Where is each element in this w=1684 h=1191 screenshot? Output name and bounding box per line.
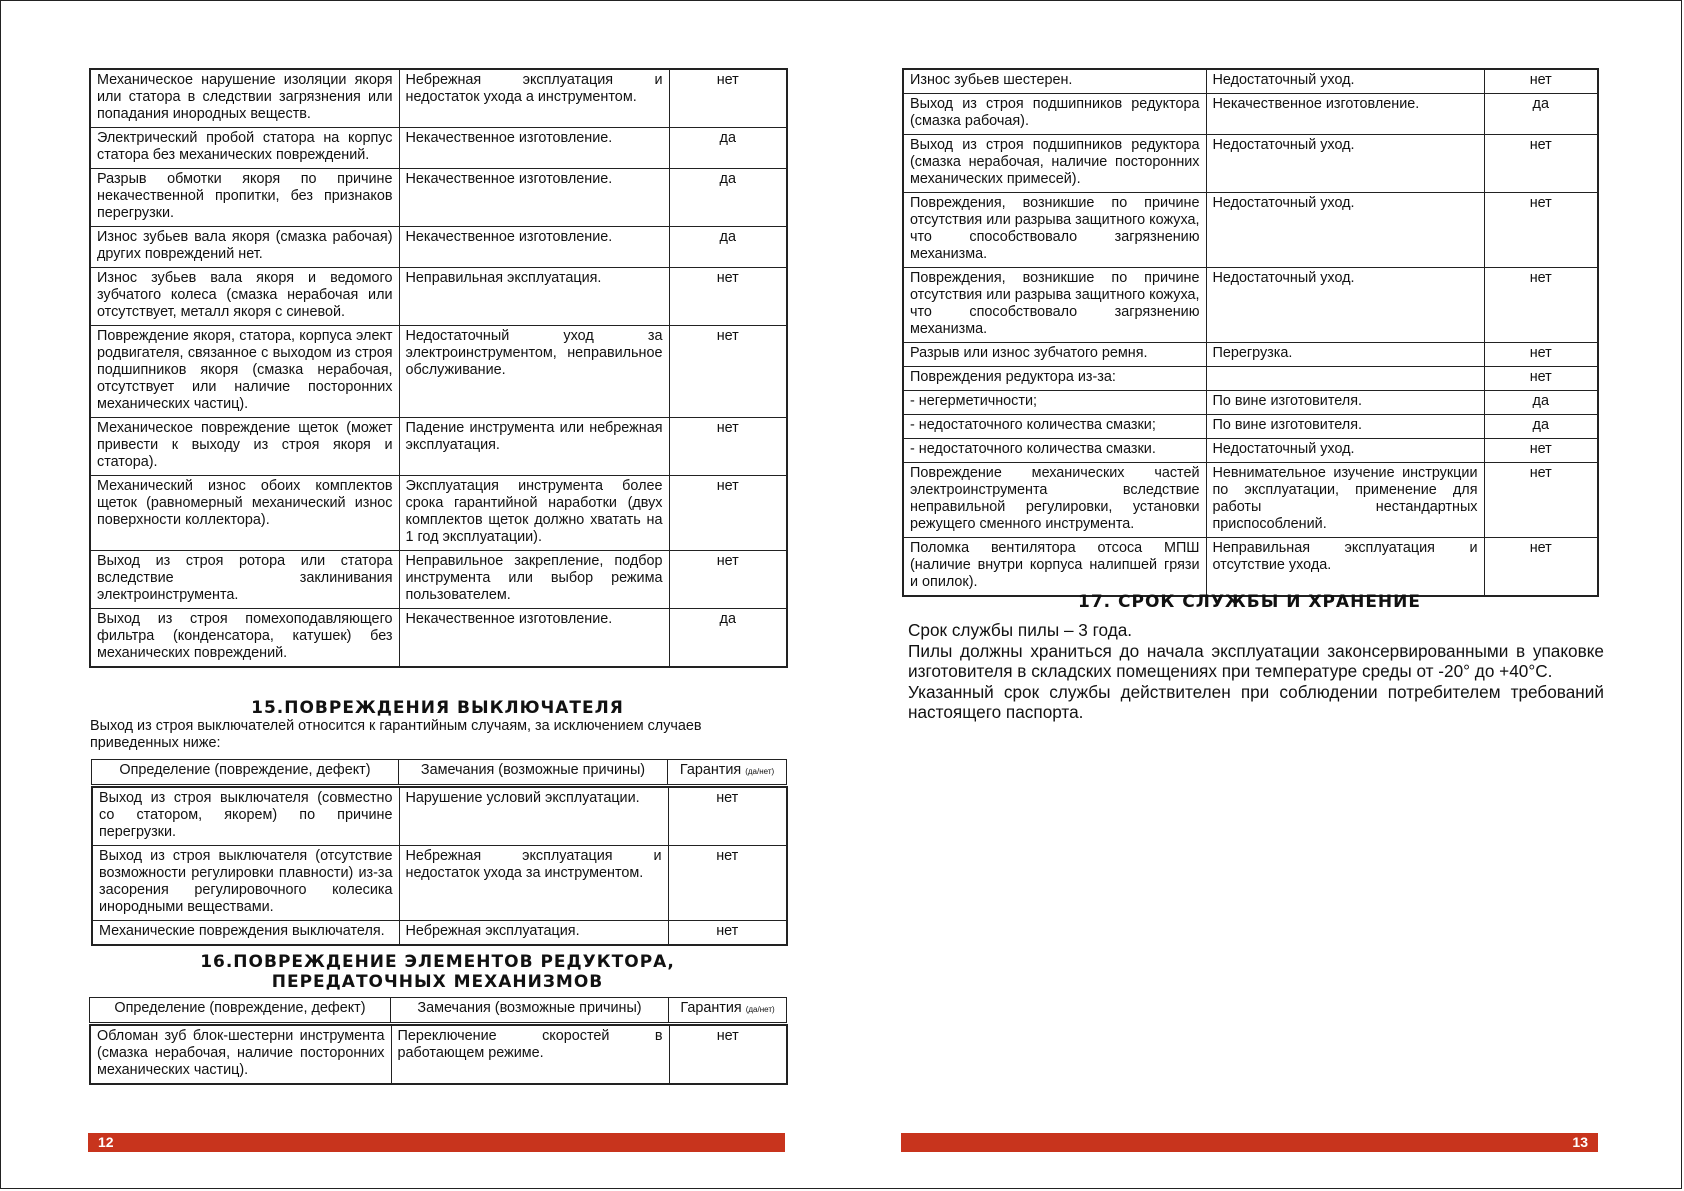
cell-warranty: да bbox=[1484, 391, 1598, 415]
cell-remark: Некачественное изготовление. bbox=[399, 169, 669, 227]
cell-definition: Электрический пробой статора на корпус статора без механических повреждений. bbox=[90, 128, 399, 169]
switch-table-body bbox=[92, 787, 787, 945]
cell-warranty: нет bbox=[669, 326, 787, 418]
table-row bbox=[903, 439, 1598, 463]
table-row bbox=[90, 128, 787, 169]
section-16-title bbox=[89, 952, 786, 992]
validity-paragraph: Указанный срок службы действителен при соблюдении потребителем требований настоящего паспорта. bbox=[908, 681, 1604, 722]
footer-bar-right bbox=[901, 1133, 1598, 1152]
defects-table-gearbox-body bbox=[903, 69, 1598, 596]
cell-warranty: нет bbox=[669, 268, 787, 326]
header-warranty: Гарантия (да/нет) bbox=[668, 760, 787, 785]
cell-warranty: нет bbox=[668, 921, 787, 946]
table-row bbox=[903, 415, 1598, 439]
cell-remark: По вине изготовителя. bbox=[1206, 391, 1484, 415]
section-15-intro: Выход из строя выключателей относится к гарантийным случаям, за исключением случаев приведенных ниже: bbox=[90, 718, 702, 751]
header-definition: Определение (повреждение, дефект) bbox=[92, 760, 399, 785]
cell-remark: Нарушение условий эксплуатации. bbox=[399, 787, 668, 846]
table-row bbox=[92, 921, 787, 946]
page-number-right: 13 bbox=[1572, 1134, 1588, 1150]
cell-definition: Выход из строя подшипников редуктора (смазка нерабочая, наличие посторонних механических примесей). bbox=[903, 135, 1206, 193]
defects-table-motor bbox=[89, 68, 788, 668]
cell-remark: Небрежная эксплуатация. bbox=[399, 921, 668, 946]
cell-warranty: нет bbox=[1484, 439, 1598, 463]
cell-definition: Выход из строя ротора или статора вследствие заклинивания электроинструмента. bbox=[90, 551, 399, 609]
gearbox-table-header bbox=[89, 997, 787, 1023]
cell-definition: - недостаточного количества смазки; bbox=[903, 415, 1206, 439]
cell-remark: Переключение скоростей в работающем режиме. bbox=[391, 1025, 669, 1084]
cell-definition: Механический износ обоих комплектов щеток (равномерный механический износ поверхности коллектора). bbox=[90, 476, 399, 551]
header-remark: Замечания (возможные причины) bbox=[391, 998, 669, 1023]
table-row bbox=[903, 94, 1598, 135]
header-remark: Замечания (возможные причины) bbox=[399, 760, 668, 785]
section-17-title: 17. СРОК СЛУЖБЫ И ХРАНЕНИЕ bbox=[1077, 592, 1421, 612]
storage-paragraph: Пилы должны храниться до начала эксплуатации законсервированными в упаковке изготовителя в складских помещениях при температуре среды от -20° до +40°С. bbox=[908, 640, 1604, 681]
table-row bbox=[903, 268, 1598, 343]
header-definition: Определение (повреждение, дефект) bbox=[90, 998, 391, 1023]
cell-remark: Недостаточный уход. bbox=[1206, 69, 1484, 94]
cell-remark: Эксплуатация инструмента более срока гарантийной наработки (двух комплектов щеток должно хватать на 1 год эксплуатации). bbox=[399, 476, 669, 551]
cell-definition: Разрыв обмотки якоря по причине некачественной пропитки, без признаков перегрузки. bbox=[90, 169, 399, 227]
cell-warranty: да bbox=[669, 128, 787, 169]
cell-remark: Некачественное изготовление. bbox=[399, 227, 669, 268]
table-row bbox=[90, 1025, 787, 1084]
cell-definition: Износ зубьев вала якоря (смазка рабочая) других повреждений нет. bbox=[90, 227, 399, 268]
cell-warranty: нет bbox=[1484, 538, 1598, 597]
cell-remark bbox=[1206, 367, 1484, 391]
cell-definition: Повреждение якоря, статора, корпуса элект родвигателя, связанное с выходом из строя подшипников якоря (смазка нерабочая, отсутствует или наличие посторонних механических частиц). bbox=[90, 326, 399, 418]
cell-remark: Падение инструмента или небрежная эксплуатация. bbox=[399, 418, 669, 476]
cell-warranty: да bbox=[669, 609, 787, 668]
table-row bbox=[92, 846, 787, 921]
cell-warranty: да bbox=[1484, 94, 1598, 135]
cell-definition: Выход из строя выключателя (отсутствие возможности регулировки плавности) из-за засорения регулировочного колесика инородными веществами. bbox=[92, 846, 399, 921]
cell-definition: Выход из строя подшипников редуктора (смазка рабочая). bbox=[903, 94, 1206, 135]
cell-remark: Недостаточный уход. bbox=[1206, 193, 1484, 268]
gearbox-table bbox=[89, 1024, 788, 1085]
cell-warranty: нет bbox=[1484, 135, 1598, 193]
cell-warranty: нет bbox=[668, 787, 787, 846]
header-warranty: Гарантия (да/нет) bbox=[669, 998, 787, 1023]
table-row bbox=[903, 193, 1598, 268]
cell-definition: Разрыв или износ зубчатого ремня. bbox=[903, 343, 1206, 367]
cell-warranty: нет bbox=[669, 69, 787, 128]
cell-definition: Износ зубьев шестерен. bbox=[903, 69, 1206, 94]
table-row bbox=[903, 343, 1598, 367]
cell-warranty: нет bbox=[668, 846, 787, 921]
table-row bbox=[90, 227, 787, 268]
cell-definition: - негерметичности; bbox=[903, 391, 1206, 415]
cell-warranty: нет bbox=[1484, 268, 1598, 343]
table-row bbox=[90, 609, 787, 668]
cell-remark: Некачественное изготовление. bbox=[399, 609, 669, 668]
cell-definition: - недостаточного количества смазки. bbox=[903, 439, 1206, 463]
table-row bbox=[903, 391, 1598, 415]
table-row bbox=[90, 326, 787, 418]
cell-warranty: нет bbox=[669, 551, 787, 609]
table-row bbox=[903, 135, 1598, 193]
cell-remark: Небрежная эксплуатация и недостаток ухода за инструментом. bbox=[399, 846, 668, 921]
cell-definition: Повреждение механических частей электроинструмента вследствие неправильной регулировки, установки режущего сменного инструмента. bbox=[903, 463, 1206, 538]
table-row bbox=[90, 169, 787, 227]
table-row bbox=[90, 551, 787, 609]
cell-definition: Повреждения, возникшие по причине отсутствия или разрыва защитного кожуха, что способствовало загрязнению механизма. bbox=[903, 193, 1206, 268]
cell-definition: Повреждения, возникшие по причине отсутствия или разрыва защитного кожуха, что способствовало загрязнению механизма. bbox=[903, 268, 1206, 343]
cell-remark: Некачественное изготовление. bbox=[1206, 94, 1484, 135]
defects-table-gearbox bbox=[902, 68, 1599, 597]
section-15-title: 15.ПОВРЕЖДЕНИЯ ВЫКЛЮЧАТЕЛЯ bbox=[251, 698, 624, 718]
cell-definition: Выход из строя помехоподавляющего фильтра (конденсатора, катушек) без механических повреждений. bbox=[90, 609, 399, 668]
table-row bbox=[90, 69, 787, 128]
cell-warranty: нет bbox=[1484, 367, 1598, 391]
cell-definition: Механическое нарушение изоляции якоря или статора в следствии загрязнения или попадания инородных веществ. bbox=[90, 69, 399, 128]
cell-remark: Невнимательное изучение инструкции по эксплуатации, применение для работы нестандартных приспособлений. bbox=[1206, 463, 1484, 538]
table-row bbox=[92, 787, 787, 846]
table-row bbox=[903, 69, 1598, 94]
cell-warranty: нет bbox=[1484, 343, 1598, 367]
cell-warranty: нет bbox=[669, 476, 787, 551]
cell-definition: Механическое повреждение щеток (может привести к выходу из строя якоря и статора). bbox=[90, 418, 399, 476]
cell-warranty: да bbox=[1484, 415, 1598, 439]
cell-warranty: нет bbox=[669, 418, 787, 476]
defects-table-motor-body bbox=[90, 69, 787, 667]
section-16-title-line2: ПЕРЕДАТОЧНЫХ МЕХАНИЗМОВ bbox=[271, 972, 604, 992]
section-17-text bbox=[908, 620, 1604, 723]
cell-warranty: нет bbox=[1484, 69, 1598, 94]
table-row bbox=[90, 476, 787, 551]
cell-remark: Неправильная эксплуатация. bbox=[399, 268, 669, 326]
cell-remark: Недостаточный уход. bbox=[1206, 268, 1484, 343]
cell-definition: Поломка вентилятора отсоса МПШ (наличие внутри корпуса налипшей грязи и опилок). bbox=[903, 538, 1206, 597]
cell-warranty: нет bbox=[1484, 463, 1598, 538]
service-life-paragraph: Срок службы пилы – 3 года. bbox=[908, 620, 1133, 640]
table-row bbox=[90, 418, 787, 476]
cell-definition: Выход из строя выключателя (совместно со статором, якорем) по причине перегрузки. bbox=[92, 787, 399, 846]
cell-remark: Недостаточный уход. bbox=[1206, 439, 1484, 463]
cell-definition: Износ зубьев вала якоря и ведомого зубчатого колеса (смазка нерабочая или отсутствует, металл якоря с синевой. bbox=[90, 268, 399, 326]
switch-table-header bbox=[91, 759, 787, 785]
cell-remark: Недостаточный уход. bbox=[1206, 135, 1484, 193]
section-16-title-line1: 16.ПОВРЕЖДЕНИЕ ЭЛЕМЕНТОВ РЕДУКТОРА, bbox=[200, 952, 675, 972]
cell-definition: Повреждения редуктора из-за: bbox=[903, 367, 1206, 391]
cell-definition: Обломан зуб блок-шестерни инструмента (смазка нерабочая, наличие посторонних механических частиц). bbox=[90, 1025, 391, 1084]
cell-remark: Неправильное закрепление, подбор инструмента или выбор режима пользователем. bbox=[399, 551, 669, 609]
cell-remark: Небрежная эксплуатация и недостаток ухода а инструментом. bbox=[399, 69, 669, 128]
cell-remark: Неправильная эксплуатация и отсутствие ухода. bbox=[1206, 538, 1484, 597]
cell-warranty: да bbox=[669, 169, 787, 227]
table-row bbox=[903, 367, 1598, 391]
table-row bbox=[90, 268, 787, 326]
cell-definition: Механические повреждения выключателя. bbox=[92, 921, 399, 946]
cell-remark: Недостаточный уход за электроинструментом, неправильное обслуживание. bbox=[399, 326, 669, 418]
cell-warranty: нет bbox=[1484, 193, 1598, 268]
table-row bbox=[903, 463, 1598, 538]
cell-warranty: нет bbox=[669, 1025, 787, 1084]
table-row bbox=[903, 538, 1598, 597]
cell-warranty: да bbox=[669, 227, 787, 268]
footer-bar-left bbox=[88, 1133, 785, 1152]
switch-table bbox=[91, 786, 788, 946]
cell-remark: По вине изготовителя. bbox=[1206, 415, 1484, 439]
cell-remark: Перегрузка. bbox=[1206, 343, 1484, 367]
gearbox-table-body bbox=[90, 1025, 787, 1084]
page-number-left: 12 bbox=[98, 1134, 114, 1150]
cell-remark: Некачественное изготовление. bbox=[399, 128, 669, 169]
